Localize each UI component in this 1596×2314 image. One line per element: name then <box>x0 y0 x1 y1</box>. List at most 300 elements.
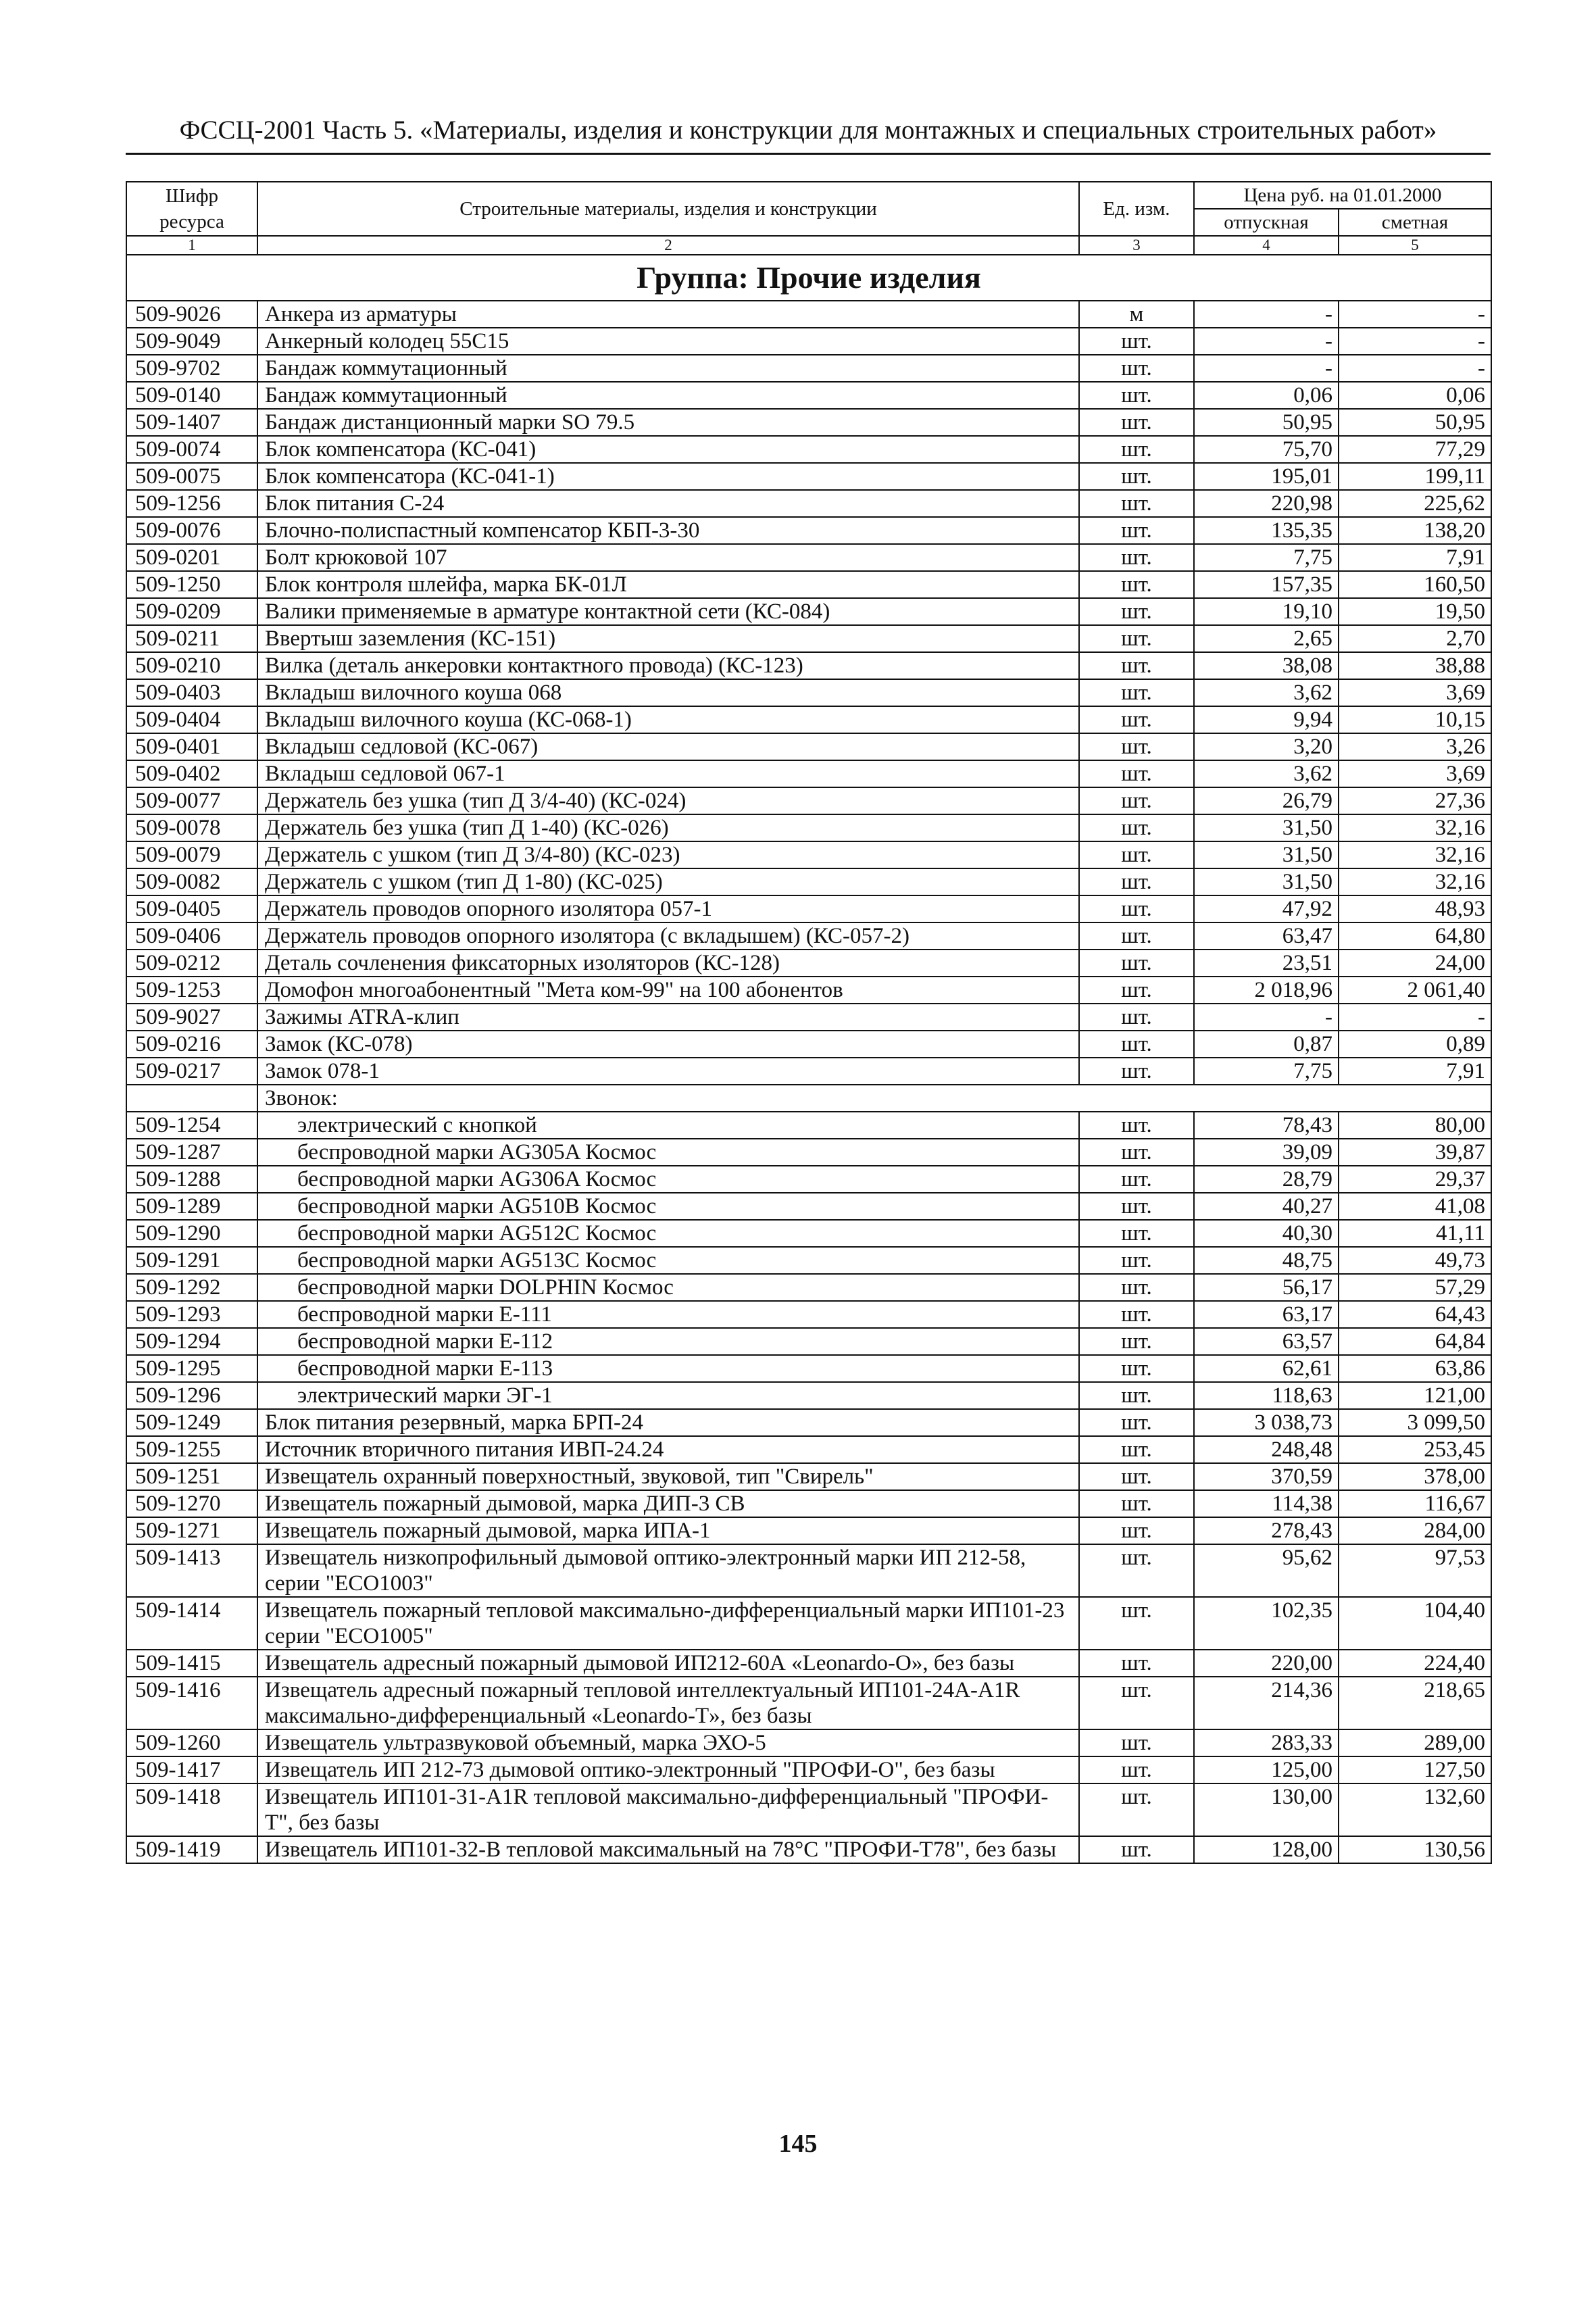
release-price: 3,62 <box>1194 760 1339 787</box>
table-row <box>126 1274 1491 1301</box>
resource-code: 509-1418 <box>126 1783 257 1836</box>
resource-code: 509-0074 <box>126 436 257 463</box>
resource-code: 509-0406 <box>126 922 257 950</box>
release-price: 9,94 <box>1194 706 1339 733</box>
release-price: 2,65 <box>1194 625 1339 652</box>
estimate-price: 218,65 <box>1339 1677 1491 1729</box>
item-name: Держатель без ушка (тип Д 3/4-40) (КС-024) <box>257 787 1079 814</box>
release-price: 40,30 <box>1194 1220 1339 1247</box>
estimate-price: 3,69 <box>1339 679 1491 706</box>
empty-cell <box>126 1085 257 1112</box>
table-row <box>126 328 1491 355</box>
release-price: - <box>1194 1004 1339 1031</box>
item-name: Блок питания резервный, марка БРП-24 <box>257 1409 1079 1436</box>
item-name: Извещатель ИП101-31-A1R тепловой максимально-дифференциальный "ПРОФИ-Т", без базы <box>257 1783 1079 1836</box>
unit: шт. <box>1079 1729 1194 1756</box>
release-price: 63,57 <box>1194 1328 1339 1355</box>
item-name: Домофон многоабонентный "Мета ком-99" на 100 абонентов <box>257 977 1079 1004</box>
estimate-price: - <box>1339 355 1491 382</box>
release-price: 23,51 <box>1194 950 1339 977</box>
release-price: 118,63 <box>1194 1382 1339 1409</box>
col-number: 5 <box>1339 236 1491 255</box>
table-row <box>126 1409 1491 1436</box>
release-price: 2 018,96 <box>1194 977 1339 1004</box>
estimate-price: 2 061,40 <box>1339 977 1491 1004</box>
release-price: 220,00 <box>1194 1650 1339 1677</box>
unit: шт. <box>1079 1139 1194 1166</box>
release-price: 278,43 <box>1194 1517 1339 1544</box>
table-row <box>126 950 1491 977</box>
item-name: Блок питания С-24 <box>257 490 1079 517</box>
item-name: Извещатель низкопрофильный дымовой оптико-электронный марки ИП 212-58, серии "ECO1003" <box>257 1544 1079 1597</box>
item-name: Извещатель ИП101-32-В тепловой максимальный на 78°С "ПРОФИ-Т78", без базы <box>257 1836 1079 1863</box>
item-name: Болт крюковой 107 <box>257 544 1079 571</box>
table-row <box>126 1783 1491 1836</box>
estimate-price: 64,43 <box>1339 1301 1491 1328</box>
table-row <box>126 517 1491 544</box>
col-unit-header: Ед. изм. <box>1079 182 1194 236</box>
table-row <box>126 1756 1491 1783</box>
table-row <box>126 1729 1491 1756</box>
unit: шт. <box>1079 841 1194 868</box>
estimate-price: 48,93 <box>1339 895 1491 922</box>
table-row <box>126 1355 1491 1382</box>
resource-code: 509-0209 <box>126 598 257 625</box>
release-price: 56,17 <box>1194 1274 1339 1301</box>
unit: шт. <box>1079 382 1194 409</box>
table-row <box>126 1517 1491 1544</box>
item-name: Извещатель пожарный тепловой максимально-дифференциальный марки ИП101-23 серии "ECO1005" <box>257 1597 1079 1650</box>
unit: шт. <box>1079 1517 1194 1544</box>
subheader-row <box>126 1085 1491 1112</box>
estimate-price: 57,29 <box>1339 1274 1491 1301</box>
item-name: Извещатель ультразвуковой объемный, марка ЭХО-5 <box>257 1729 1079 1756</box>
resource-code: 509-1288 <box>126 1166 257 1193</box>
subheader-label: Звонок: <box>257 1085 1491 1112</box>
item-name: беспроводной марки AG306A Космос <box>257 1166 1079 1193</box>
resource-code: 509-1416 <box>126 1677 257 1729</box>
estimate-price: 39,87 <box>1339 1139 1491 1166</box>
unit: шт. <box>1079 1031 1194 1058</box>
release-price: 50,95 <box>1194 409 1339 436</box>
resource-code: 509-0210 <box>126 652 257 679</box>
release-price: 63,17 <box>1194 1301 1339 1328</box>
unit: шт. <box>1079 1836 1194 1863</box>
table-row <box>126 1139 1491 1166</box>
group-title-row <box>126 255 1491 301</box>
release-price: - <box>1194 328 1339 355</box>
item-name: Держатель проводов опорного изолятора 057-1 <box>257 895 1079 922</box>
resource-code: 509-1295 <box>126 1355 257 1382</box>
table-row <box>126 463 1491 490</box>
resource-code: 509-1414 <box>126 1597 257 1650</box>
unit: шт. <box>1079 571 1194 598</box>
table-header-row <box>126 182 1491 209</box>
estimate-price: 27,36 <box>1339 787 1491 814</box>
page-header: ФССЦ-2001 Часть 5. «Материалы, изделия и конструкции для монтажных и специальных строительных работ» <box>179 116 1437 145</box>
estimate-price: 225,62 <box>1339 490 1491 517</box>
estimate-price: 104,40 <box>1339 1597 1491 1650</box>
release-price: 95,62 <box>1194 1544 1339 1597</box>
release-price: 40,27 <box>1194 1193 1339 1220</box>
table-row <box>126 1031 1491 1058</box>
estimate-price: 3,69 <box>1339 760 1491 787</box>
estimate-price: 7,91 <box>1339 544 1491 571</box>
unit: шт. <box>1079 895 1194 922</box>
table-row <box>126 571 1491 598</box>
resource-code: 509-0076 <box>126 517 257 544</box>
table-row <box>126 1677 1491 1729</box>
table-row <box>126 977 1491 1004</box>
estimate-price: 132,60 <box>1339 1783 1491 1836</box>
resource-code: 509-0211 <box>126 625 257 652</box>
resource-code: 509-1271 <box>126 1517 257 1544</box>
table-row <box>126 1650 1491 1677</box>
item-name: беспроводной марки AG512C Космос <box>257 1220 1079 1247</box>
item-name: Извещатель пожарный дымовой, марка ДИП-3 СВ <box>257 1490 1079 1517</box>
item-name: беспроводной марки Е-113 <box>257 1355 1079 1382</box>
unit: шт. <box>1079 1783 1194 1836</box>
unit: шт. <box>1079 1193 1194 1220</box>
estimate-price: 138,20 <box>1339 517 1491 544</box>
col-code-header: Шифр ресурса <box>126 182 257 236</box>
unit: шт. <box>1079 1112 1194 1139</box>
estimate-price: 19,50 <box>1339 598 1491 625</box>
release-price: 220,98 <box>1194 490 1339 517</box>
estimate-price: 32,16 <box>1339 868 1491 895</box>
resource-code: 509-0212 <box>126 950 257 977</box>
estimate-price: 284,00 <box>1339 1517 1491 1544</box>
item-name: Вкладыш вилочного коуша (КС-068-1) <box>257 706 1079 733</box>
unit: шт. <box>1079 1677 1194 1729</box>
unit: шт. <box>1079 977 1194 1004</box>
estimate-price: 49,73 <box>1339 1247 1491 1274</box>
release-price: 47,92 <box>1194 895 1339 922</box>
estimate-price: - <box>1339 328 1491 355</box>
column-number-row <box>126 236 1491 255</box>
page-number: 145 <box>778 2130 818 2158</box>
resource-code: 509-1270 <box>126 1490 257 1517</box>
resource-code: 509-1260 <box>126 1729 257 1756</box>
resource-code: 509-1287 <box>126 1139 257 1166</box>
unit: шт. <box>1079 1650 1194 1677</box>
item-name: беспроводной марки AG513C Космос <box>257 1247 1079 1274</box>
table-row <box>126 1220 1491 1247</box>
unit: шт. <box>1079 598 1194 625</box>
release-price: 114,38 <box>1194 1490 1339 1517</box>
unit: шт. <box>1079 625 1194 652</box>
unit: шт. <box>1079 409 1194 436</box>
resource-code: 509-0403 <box>126 679 257 706</box>
item-name: беспроводной марки Е-112 <box>257 1328 1079 1355</box>
unit: шт. <box>1079 1409 1194 1436</box>
unit: шт. <box>1079 1382 1194 1409</box>
table-row <box>126 1328 1491 1355</box>
release-price: 128,00 <box>1194 1836 1339 1863</box>
resource-code: 509-9049 <box>126 328 257 355</box>
release-price: 19,10 <box>1194 598 1339 625</box>
table-row <box>126 841 1491 868</box>
table-row <box>126 760 1491 787</box>
unit: шт. <box>1079 1247 1194 1274</box>
resource-code: 509-1290 <box>126 1220 257 1247</box>
resource-code: 509-0201 <box>126 544 257 571</box>
unit: шт. <box>1079 1301 1194 1328</box>
table-row <box>126 868 1491 895</box>
item-name: Вкладыш седловой (КС-067) <box>257 733 1079 760</box>
estimate-price: 224,40 <box>1339 1650 1491 1677</box>
release-price: 195,01 <box>1194 463 1339 490</box>
unit: шт. <box>1079 1328 1194 1355</box>
item-name: Извещатель ИП 212-73 дымовой оптико-электронный "ПРОФИ-О", без базы <box>257 1756 1079 1783</box>
release-price: 0,87 <box>1194 1031 1339 1058</box>
table-row <box>126 598 1491 625</box>
item-name: Анкера из арматуры <box>257 301 1079 328</box>
price-table <box>126 181 1492 1864</box>
release-price: 102,35 <box>1194 1597 1339 1650</box>
release-price: 0,06 <box>1194 382 1339 409</box>
release-price: 3,62 <box>1194 679 1339 706</box>
release-price: 62,61 <box>1194 1355 1339 1382</box>
table-row <box>126 1004 1491 1031</box>
estimate-price: 116,67 <box>1339 1490 1491 1517</box>
estimate-price: 2,70 <box>1339 625 1491 652</box>
item-name: Источник вторичного питания ИВП-24.24 <box>257 1436 1079 1463</box>
release-price: 63,47 <box>1194 922 1339 950</box>
unit: шт. <box>1079 922 1194 950</box>
item-name: Деталь сочленения фиксаторных изоляторов (КС-128) <box>257 950 1079 977</box>
unit: шт. <box>1079 1355 1194 1382</box>
estimate-price: 64,84 <box>1339 1328 1491 1355</box>
estimate-price: 3 099,50 <box>1339 1409 1491 1436</box>
table-row <box>126 679 1491 706</box>
estimate-price: 10,15 <box>1339 706 1491 733</box>
estimate-price: 378,00 <box>1339 1463 1491 1490</box>
estimate-price: 77,29 <box>1339 436 1491 463</box>
resource-code: 509-1296 <box>126 1382 257 1409</box>
resource-code: 509-0078 <box>126 814 257 841</box>
resource-code: 509-1407 <box>126 409 257 436</box>
item-name: Блочно-полиспастный компенсатор КБП-3-30 <box>257 517 1079 544</box>
table-row <box>126 625 1491 652</box>
table-row <box>126 1597 1491 1650</box>
col-release-header: отпускная <box>1194 209 1339 236</box>
resource-code: 509-1251 <box>126 1463 257 1490</box>
estimate-price: 121,00 <box>1339 1382 1491 1409</box>
unit: шт. <box>1079 1490 1194 1517</box>
release-price: - <box>1194 355 1339 382</box>
unit: шт. <box>1079 463 1194 490</box>
table-row <box>126 1301 1491 1328</box>
unit: шт. <box>1079 328 1194 355</box>
release-price: 31,50 <box>1194 841 1339 868</box>
table-row <box>126 922 1491 950</box>
resource-code: 509-1291 <box>126 1247 257 1274</box>
resource-code: 509-1417 <box>126 1756 257 1783</box>
item-name: Вкладыш седловой 067-1 <box>257 760 1079 787</box>
estimate-price: 24,00 <box>1339 950 1491 977</box>
release-price: 135,35 <box>1194 517 1339 544</box>
estimate-price: 32,16 <box>1339 841 1491 868</box>
estimate-price: 3,26 <box>1339 733 1491 760</box>
item-name: Блок компенсатора (КС-041) <box>257 436 1079 463</box>
item-name: Держатель с ушком (тип Д 3/4-80) (КС-023) <box>257 841 1079 868</box>
resource-code: 509-1256 <box>126 490 257 517</box>
item-name: Держатель без ушка (тип Д 1-40) (КС-026) <box>257 814 1079 841</box>
item-name: Бандаж дистанционный марки SO 79.5 <box>257 409 1079 436</box>
table-row <box>126 652 1491 679</box>
item-name: Блок контроля шлейфа, марка БК-01Л <box>257 571 1079 598</box>
unit: шт. <box>1079 652 1194 679</box>
estimate-price: 130,56 <box>1339 1836 1491 1863</box>
unit: шт. <box>1079 787 1194 814</box>
item-name: Замок 078-1 <box>257 1058 1079 1085</box>
estimate-price: 7,91 <box>1339 1058 1491 1085</box>
resource-code: 509-0077 <box>126 787 257 814</box>
item-name: Держатель с ушком (тип Д 1-80) (КС-025) <box>257 868 1079 895</box>
item-name: Бандаж коммутационный <box>257 355 1079 382</box>
unit: м <box>1079 301 1194 328</box>
release-price: 31,50 <box>1194 868 1339 895</box>
estimate-price: - <box>1339 301 1491 328</box>
estimate-price: 29,37 <box>1339 1166 1491 1193</box>
estimate-price: - <box>1339 1004 1491 1031</box>
item-name: Держатель проводов опорного изолятора (с вкладышем) (КС-057-2) <box>257 922 1079 950</box>
table-row <box>126 436 1491 463</box>
unit: шт. <box>1079 760 1194 787</box>
release-price: 28,79 <box>1194 1166 1339 1193</box>
release-price: 130,00 <box>1194 1783 1339 1836</box>
table-row <box>126 787 1491 814</box>
resource-code: 509-1254 <box>126 1112 257 1139</box>
col-number: 1 <box>126 236 257 255</box>
unit: шт. <box>1079 544 1194 571</box>
release-price: 125,00 <box>1194 1756 1339 1783</box>
table-row <box>126 301 1491 328</box>
estimate-price: 63,86 <box>1339 1355 1491 1382</box>
resource-code: 509-0216 <box>126 1031 257 1058</box>
table-row <box>126 895 1491 922</box>
release-price: 283,33 <box>1194 1729 1339 1756</box>
resource-code: 509-0404 <box>126 706 257 733</box>
unit: шт. <box>1079 706 1194 733</box>
release-price: 7,75 <box>1194 1058 1339 1085</box>
resource-code: 509-0079 <box>126 841 257 868</box>
unit: шт. <box>1079 1274 1194 1301</box>
table-row <box>126 706 1491 733</box>
item-name: беспроводной марки AG510B Космос <box>257 1193 1079 1220</box>
resource-code: 509-9027 <box>126 1004 257 1031</box>
resource-code: 509-1249 <box>126 1409 257 1436</box>
resource-code: 509-1413 <box>126 1544 257 1597</box>
table-row <box>126 814 1491 841</box>
resource-code: 509-0405 <box>126 895 257 922</box>
table-row <box>126 355 1491 382</box>
unit: шт. <box>1079 1004 1194 1031</box>
estimate-price: 41,08 <box>1339 1193 1491 1220</box>
release-price: 39,09 <box>1194 1139 1339 1166</box>
item-name: Бандаж коммутационный <box>257 382 1079 409</box>
item-name: электрический с кнопкой <box>257 1112 1079 1139</box>
resource-code: 509-1419 <box>126 1836 257 1863</box>
estimate-price: 289,00 <box>1339 1729 1491 1756</box>
release-price: 3 038,73 <box>1194 1409 1339 1436</box>
col-number: 2 <box>257 236 1079 255</box>
resource-code: 509-9026 <box>126 301 257 328</box>
unit: шт. <box>1079 436 1194 463</box>
release-price: 48,75 <box>1194 1247 1339 1274</box>
item-name: Извещатель адресный пожарный дымовой ИП212-60А «Leonardo-O», без базы <box>257 1650 1079 1677</box>
table-row <box>126 1544 1491 1597</box>
estimate-price: 38,88 <box>1339 652 1491 679</box>
estimate-price: 0,06 <box>1339 382 1491 409</box>
col-number: 4 <box>1194 236 1339 255</box>
release-price: 31,50 <box>1194 814 1339 841</box>
estimate-price: 160,50 <box>1339 571 1491 598</box>
unit: шт. <box>1079 1058 1194 1085</box>
item-name: Вилка (деталь анкеровки контактного провода) (КС-123) <box>257 652 1079 679</box>
table-row <box>126 1382 1491 1409</box>
estimate-price: 0,89 <box>1339 1031 1491 1058</box>
table-row <box>126 490 1491 517</box>
resource-code: 509-9702 <box>126 355 257 382</box>
resource-code: 509-1253 <box>126 977 257 1004</box>
table-row <box>126 1490 1491 1517</box>
unit: шт. <box>1079 814 1194 841</box>
unit: шт. <box>1079 733 1194 760</box>
table-row <box>126 1436 1491 1463</box>
resource-code: 509-0401 <box>126 733 257 760</box>
estimate-price: 64,80 <box>1339 922 1491 950</box>
estimate-price: 97,53 <box>1339 1544 1491 1597</box>
item-name: Ввертыш заземления (КС-151) <box>257 625 1079 652</box>
resource-code: 509-1255 <box>126 1436 257 1463</box>
estimate-price: 199,11 <box>1339 463 1491 490</box>
unit: шт. <box>1079 1756 1194 1783</box>
estimate-price: 80,00 <box>1339 1112 1491 1139</box>
item-name: Зажимы ATRA-клип <box>257 1004 1079 1031</box>
unit: шт. <box>1079 1436 1194 1463</box>
item-name: Анкерный колодец 55С15 <box>257 328 1079 355</box>
item-name: электрический марки ЭГ-1 <box>257 1382 1079 1409</box>
resource-code: 509-1293 <box>126 1301 257 1328</box>
release-price: 26,79 <box>1194 787 1339 814</box>
release-price: 78,43 <box>1194 1112 1339 1139</box>
item-name: беспроводной марки Е-111 <box>257 1301 1079 1328</box>
table-row <box>126 1463 1491 1490</box>
resource-code: 509-1250 <box>126 571 257 598</box>
resource-code: 509-1415 <box>126 1650 257 1677</box>
col-estimate-header: сметная <box>1339 209 1491 236</box>
group-title: Группа: Прочие изделия <box>126 255 1491 301</box>
release-price: 75,70 <box>1194 436 1339 463</box>
resource-code: 509-0140 <box>126 382 257 409</box>
resource-code: 509-0217 <box>126 1058 257 1085</box>
table-row <box>126 1836 1491 1863</box>
estimate-price: 41,11 <box>1339 1220 1491 1247</box>
estimate-price: 32,16 <box>1339 814 1491 841</box>
unit: шт. <box>1079 355 1194 382</box>
item-name: Блок компенсатора (КС-041-1) <box>257 463 1079 490</box>
unit: шт. <box>1079 868 1194 895</box>
table-row <box>126 544 1491 571</box>
item-name: Извещатель пожарный дымовой, марка ИПА-1 <box>257 1517 1079 1544</box>
resource-code: 509-1289 <box>126 1193 257 1220</box>
item-name: Замок (КС-078) <box>257 1031 1079 1058</box>
table-row <box>126 1247 1491 1274</box>
unit: шт. <box>1079 1544 1194 1597</box>
estimate-price: 127,50 <box>1339 1756 1491 1783</box>
